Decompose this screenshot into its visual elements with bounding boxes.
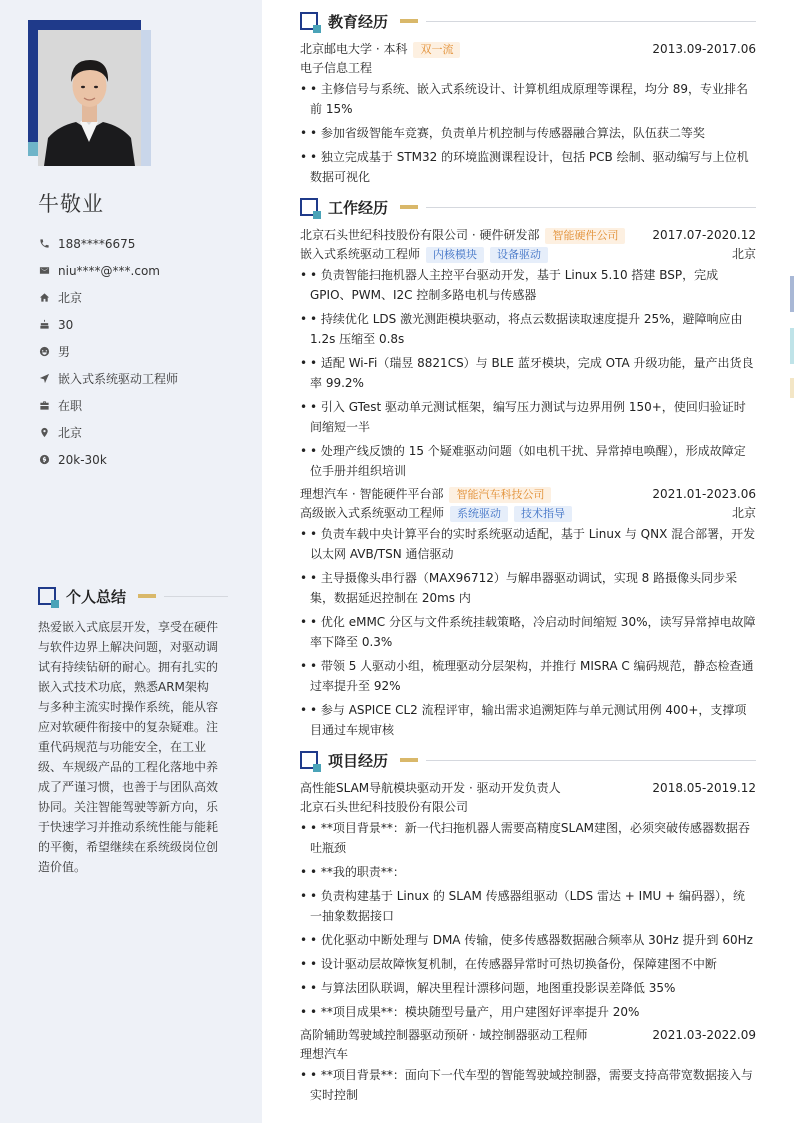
project-date: 2018.05-2019.12: [652, 781, 756, 795]
work-role-row: [300, 245, 756, 264]
summary-text: 热爱嵌入式底层开发，享受在硬件与软件边界上解决问题，对驱动调试有持续钻研的耐心。拥有扎实的嵌入式技术功底，熟悉ARM架构与多种主流实时操作系统，能从容应对软硬件衔接中的复杂疑难。注重代码规范与功能安全，在工业级、车规级产品的工程化落地中养成了严谨习惯，也善于与团队高效协同。关注智能驾驶等新方向，乐于快速学习并推动系统性能与能耗的平衡，希望继续在系统级岗位创造价值。: [38, 620, 219, 874]
bullet-item: • • 主修信号与系统、嵌入式系统设计、计算机组成原理等课程，均分 89，专业排名前 15%: [300, 79, 756, 119]
cake-icon: [38, 319, 50, 331]
section-square-icon: [300, 12, 318, 30]
project-name-row: [300, 779, 756, 798]
education-date: 2013.09-2017.06: [652, 42, 756, 56]
section-accent-bar: [138, 594, 156, 598]
education-major: 电子信息工程: [300, 61, 373, 75]
section-divider: [426, 207, 756, 208]
contact-text: 20k-30k: [58, 452, 107, 467]
project-name-row: [300, 1026, 756, 1045]
bullet-item: • • **项目背景**：新一代扫拖机器人需要高精度SLAM建图，必须突破传感器数据吞吐瓶颈: [300, 818, 756, 858]
bullet-item: • • **项目背景**：面向下一代车型的智能驾驶域控制器，需要支持高带宽数据接入与实时控制: [300, 1065, 756, 1105]
bullet-item: • • 主导摄像头串行器（MAX96712）与解串器驱动调试，实现 8 路摄像头同步采集，数据延迟控制在 20ms 内: [300, 568, 756, 608]
section-square-icon: [300, 198, 318, 216]
section-accent-bar: [400, 19, 418, 23]
project-name: 高阶辅助驾驶域控制器驱动预研 · 域控制器驱动工程师: [300, 1028, 588, 1042]
contact-list: [38, 230, 178, 473]
work-company: 北京石头世纪科技股份有限公司 · 硬件研发部: [300, 228, 540, 242]
education-school-row: [300, 40, 756, 59]
section-header: [300, 749, 756, 771]
main-content: [300, 10, 756, 1114]
company-tag: 智能硬件公司: [545, 228, 625, 244]
section-divider: [426, 21, 756, 22]
bullet-item: • • 优化 eMMC 分区与文件系统挂载策略，冷启动时间缩短 30%，读写异常掉电故障率下降至 0.3%: [300, 612, 756, 652]
mail-icon: [38, 265, 50, 277]
contact-text: 30: [58, 317, 74, 332]
bullet-item: • • 独立完成基于 STM32 的环境监测课程设计，包括 PCB 绘制、驱动编写与上位机数据可视化: [300, 147, 756, 187]
salary-icon: [38, 454, 50, 466]
work-role-row: [300, 504, 756, 523]
school-tag: 双一流: [413, 42, 460, 58]
role-tag: 设备驱动: [490, 247, 548, 263]
section-title: 项目经历: [328, 751, 389, 770]
role-tag: 内核模块: [426, 247, 484, 263]
section-header: [300, 10, 756, 32]
work-company-row: [300, 226, 756, 245]
section-square-icon: [38, 587, 56, 605]
contact-text: 嵌入式系统驱动工程师: [58, 372, 179, 386]
contact-location: [38, 419, 178, 446]
edge-marker-blue: [790, 276, 794, 312]
contact-gender: [38, 338, 178, 365]
section-divider: [164, 596, 228, 597]
briefcase-icon: [38, 400, 50, 412]
location-icon: [38, 427, 50, 439]
work-city: 北京: [731, 506, 756, 520]
phone-icon: [38, 238, 50, 250]
contact-position: [38, 365, 178, 392]
avatar: [38, 30, 141, 166]
send-icon: [38, 373, 50, 385]
bullet-item: • • 带领 5 人驱动小组，梳理驱动分层架构，并推行 MISRA C 编码规范，静态检查通过率提升至 92%: [300, 656, 756, 696]
bullet-item: • • 设计驱动层故障恢复机制，在传感器异常时可热切换备份，保障建图不中断: [300, 954, 756, 974]
contact-age: [38, 311, 178, 338]
contact-salary: [38, 446, 178, 473]
school-name: 北京邮电大学 · 本科: [300, 42, 408, 56]
bullet-item: • • **项目成果**：模块随型号量产，用户建图好评率提升 20%: [300, 1002, 756, 1022]
candidate-name: 牛敬业: [38, 192, 104, 216]
contact-email: [38, 257, 178, 284]
section-title: 工作经历: [328, 198, 389, 217]
company-tag: 智能汽车科技公司: [449, 487, 551, 503]
work-city: 北京: [731, 247, 756, 261]
section-header: [300, 196, 756, 218]
projects-section: [300, 749, 756, 1105]
contact-status: [38, 392, 178, 419]
edge-marker-teal: [790, 328, 794, 364]
bullet-item: • • 参与 ASPICE CL2 流程评审，输出需求追溯矩阵与单元测试用例 400+，支撑项目通过车规审核: [300, 700, 756, 740]
home-icon: [38, 292, 50, 304]
education-major-row: [300, 59, 756, 78]
bullet-item: • • 引入 GTest 驱动单元测试框架，编写压力测试与边界用例 150+，使回归验证时间缩短一半: [300, 397, 756, 437]
work-date: 2021.01-2023.06: [652, 487, 756, 501]
education-bullets: [300, 79, 756, 187]
sidebar: [0, 0, 262, 1123]
contact-text: 在职: [58, 399, 83, 413]
work-bullets: [300, 524, 756, 740]
project-org: 北京石头世纪科技股份有限公司: [300, 800, 469, 814]
bullet-item: • • 负责智能扫拖机器人主控平台驱动开发，基于 Linux 5.10 搭建 BSP，完成 GPIO、PWM、I2C 控制多路电机与传感器: [300, 265, 756, 305]
bullet-item: • • 与算法团队联调，解决里程计漂移问题，地图重投影误差降低 35%: [300, 978, 756, 998]
project-date: 2021.03-2022.09: [652, 1028, 756, 1042]
contact-text: 北京: [58, 426, 83, 440]
section-accent-bar: [400, 758, 418, 762]
project-bullets: [300, 818, 756, 1022]
section-title: 教育经历: [328, 12, 389, 31]
contact-home: [38, 284, 178, 311]
bullet-item: • • 负责构建基于 Linux 的 SLAM 传感器组驱动（LDS 雷达 + IMU + 编码器），统一抽象数据接口: [300, 886, 756, 926]
face-icon: [38, 346, 50, 358]
work-date: 2017.07-2020.12: [652, 228, 756, 242]
work-role: 嵌入式系统驱动工程师: [300, 247, 421, 261]
section-accent-bar: [400, 205, 418, 209]
contact-text: 男: [58, 345, 71, 359]
bullet-item: • • 优化驱动中断处理与 DMA 传输，使多传感器数据融合频率从 30Hz 提升到 60Hz: [300, 930, 756, 950]
section-title: 个人总结: [66, 587, 127, 606]
section-square-icon: [300, 751, 318, 769]
avatar-illustration: [38, 30, 141, 166]
contact-text: 北京: [58, 291, 83, 305]
section-divider: [426, 760, 756, 761]
work-company: 理想汽车 · 智能硬件平台部: [300, 487, 444, 501]
bullet-item: • • 持续优化 LDS 激光测距模块驱动，将点云数据读取速度提升 25%，避障响应由 1.2s 压缩至 0.8s: [300, 309, 756, 349]
role-tag: 系统驱动: [450, 506, 508, 522]
role-tag: 技术指导: [514, 506, 572, 522]
contact-text: niu****@***.com: [58, 263, 160, 278]
education-section: [300, 10, 756, 187]
summary-section: [38, 585, 228, 877]
profile-photo-frame: [28, 20, 152, 166]
contact-phone: [38, 230, 178, 257]
work-section: [300, 196, 756, 740]
contact-text: 188****6675: [58, 236, 136, 251]
bullet-item: • • 适配 Wi-Fi（瑞昱 8821CS）与 BLE 蓝牙模块，完成 OTA 升级功能，量产出货良率 99.2%: [300, 353, 756, 393]
project-name: 高性能SLAM导航模块驱动开发 · 驱动开发负责人: [300, 781, 561, 795]
section-header: [38, 585, 228, 607]
bullet-item: • • 参加省级智能车竞赛，负责单片机控制与传感器融合算法，队伍获二等奖: [300, 123, 756, 143]
edge-marker-gold: [790, 378, 794, 398]
project-bullets: [300, 1065, 756, 1105]
project-org-row: [300, 1045, 756, 1064]
project-org-row: [300, 798, 756, 817]
bullet-item: • • 负责车载中央计算平台的实时系统驱动适配，基于 Linux 与 QNX 混合部署，开发以太网 AVB/TSN 通信驱动: [300, 524, 756, 564]
work-role: 高级嵌入式系统驱动工程师: [300, 506, 445, 520]
bullet-item: • • 处理产线反馈的 15 个疑难驱动问题（如电机干扰、异常掉电唤醒），形成故障定位手册并组织培训: [300, 441, 756, 481]
project-org: 理想汽车: [300, 1047, 349, 1061]
bullet-item: • • **我的职责**：: [300, 862, 756, 882]
work-company-row: [300, 485, 756, 504]
work-bullets: [300, 265, 756, 481]
